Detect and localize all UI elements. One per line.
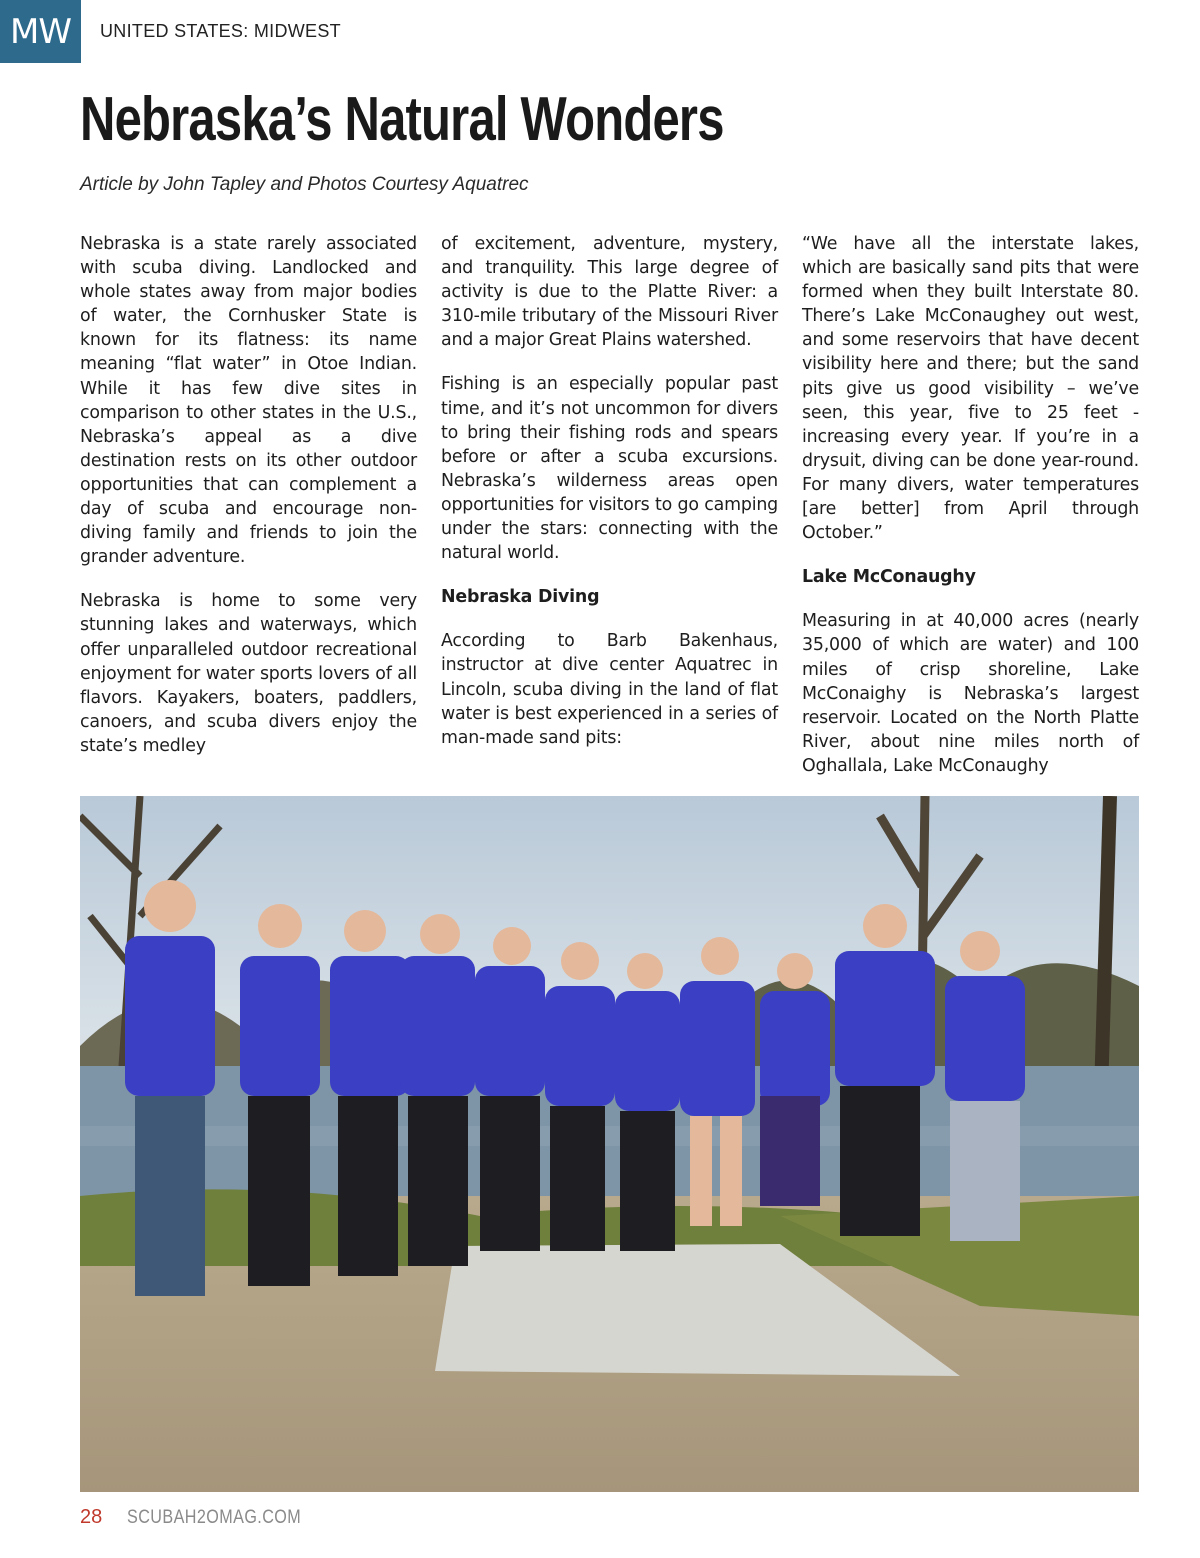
paragraph: Measuring in at 40,000 acres (nearly 35,000 of which are water) and 100 miles of crisp shoreline, Lake McConaighy is Nebraska’s largest reservoir. Located on the North Platte River, about nine miles north of Oghallala, Lake McConaughy: [802, 611, 1139, 776]
page-number: 28: [80, 1506, 103, 1528]
paragraph: “We have all the interstate lakes, which are basically sand pits that were formed when they built Interstate 80. There’s Lake McConaughey out west, and some reservoirs that have decent visibility here and there; but the sand pits give us good visibility – we’ve seen, this year, five to 25 feet - increasing every year. If you’re in a drysuit, diving can be done year-round. For many divers, water temperatures [are better] from April through October.”: [802, 234, 1139, 544]
paragraph: According to Barb Bakenhaus, instructor at dive center Aquatrec in Lincoln, scuba diving in the land of flat water is best experienced in a series of man-made sand pits:: [441, 631, 778, 748]
subhead-nebraska-diving: Nebraska Diving: [441, 587, 600, 608]
subhead-lake-mcconaughy: Lake McConaughy: [802, 567, 976, 588]
paragraph: of excitement, adventure, mystery, and tranquility. This large degree of activity is due to the Platte River: a 310-mile tributary of the Missouri River and a major Great Plains watershed.: [441, 234, 778, 351]
section-label: UNITED STATES: MIDWEST: [100, 21, 341, 41]
paragraph: Nebraska is home to some very stunning lakes and waterways, which offer unparalleled outdoor recreational enjoyment for water sports lovers of all flavors. Kayakers, boaters, paddlers, canoers, and scuba divers enjoy the state’s medley: [80, 591, 417, 756]
section-badge: MW: [0, 0, 81, 63]
paragraph: Fishing is an especially popular past time, and it’s not uncommon for divers to bring their fishing rods and spears before or after a scuba excursions. Nebraska’s wilderness areas open opportunities for visitors to go camping under the stars: connecting with the natural world.: [441, 374, 778, 564]
text-column-3: [802, 232, 1139, 798]
text-column-1: [80, 232, 417, 778]
group-photo: [80, 796, 1139, 1492]
group-photo-image: [80, 796, 1139, 1492]
article-byline: Article by John Tapley and Photos Courtesy Aquatrec: [80, 174, 529, 195]
article-title: Nebraska’s Natural Wonders: [80, 85, 724, 154]
footer-site-url: SCUBAH2OMAG.COM: [127, 1507, 302, 1528]
text-column-2: [441, 232, 778, 770]
paragraph: Nebraska is a state rarely associated with scuba diving. Landlocked and whole states away from major bodies of water, the Cornhusker State is known for its flatness: its name meaning “flat water” in Otoe Indian. While it has few dive sites in comparison to other states in the U.S., Nebraska’s appeal as a dive destination rests on its other outdoor opportunities that can complement a day of scuba and encourage non-diving family and friends to join the grander adventure.: [80, 234, 417, 568]
